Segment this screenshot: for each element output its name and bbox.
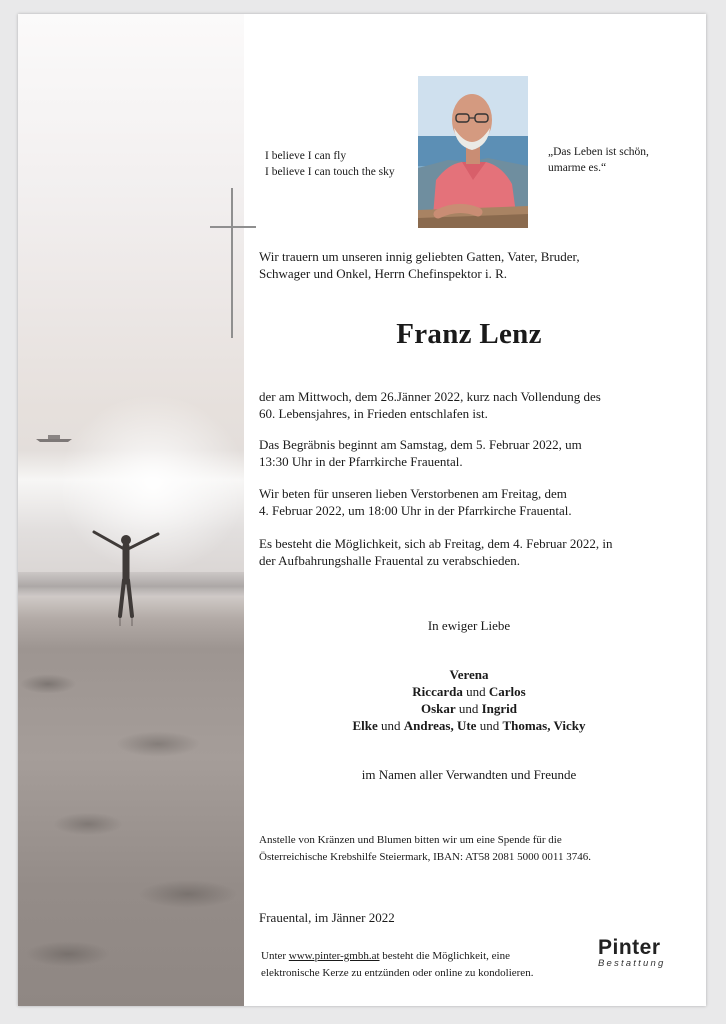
quote-right-line1: „Das Leben ist schön, <box>548 146 649 158</box>
mourner-line: Verena <box>449 667 489 682</box>
paragraph-line: Wir beten für unseren lieben Verstorbenen am Freitag, dem <box>259 486 567 501</box>
paragraph-funeral <box>259 436 679 470</box>
boat-icon <box>34 434 74 442</box>
logo-subtitle: Bestattung <box>598 958 666 969</box>
website-link[interactable]: www.pinter-gmbh.at <box>288 950 380 962</box>
paragraph-line: Das Begräbnis beginnt am Samstag, dem 5. Februar 2022, um <box>259 437 582 452</box>
paragraph-line: der am Mittwoch, dem 26.Jänner 2022, kurz nach Vollendung des <box>259 389 601 404</box>
mourner-line: Oskar und Ingrid <box>420 701 518 716</box>
relatives-line: im Namen aller Verwandten und Freunde <box>361 767 577 782</box>
paragraph-line: Es besteht die Möglichkeit, sich ab Freitag, dem 4. Februar 2022, in <box>259 536 613 551</box>
donation-line2: Österreichische Krebshilfe Steiermark, IBAN: AT58 2081 5000 0011 3746. <box>259 851 591 863</box>
portrait-photo <box>418 76 528 228</box>
paragraph-death <box>259 388 679 422</box>
quote-left <box>265 148 415 180</box>
intro-line1: Wir trauern um unseren innig geliebten Gatten, Vater, Bruder, <box>259 249 580 264</box>
paragraph-line: 4. Februar 2022, um 18:00 Uhr in der Pfarrkirche Frauental. <box>259 503 572 518</box>
deceased-name: Franz Lenz <box>396 318 542 350</box>
sand-texture <box>18 624 244 1006</box>
paragraph-line: der Aufbahrungshalle Frauental zu verabschieden. <box>259 553 520 568</box>
mourners-list <box>259 666 679 734</box>
paragraph-farewell <box>259 535 679 569</box>
paragraph-line: 60. Lebensjahres, in Frieden entschlafen ist. <box>259 406 488 421</box>
cross-icon <box>210 188 256 338</box>
donation-note <box>259 832 689 866</box>
paragraph-prayer <box>259 485 679 519</box>
portrait-image <box>418 76 528 228</box>
paragraph-line: 13:30 Uhr in der Pfarrkirche Frauental. <box>259 454 463 469</box>
in-loving-memory: In ewiger Liebe <box>427 618 511 633</box>
footer-condolence: Unter www.pinter-gmbh.at besteht die Möglichkeit, eine elektronische Kerze zu entzünden oder online zu kondolieren. <box>261 948 591 982</box>
pinter-logo <box>598 936 688 980</box>
intro-line2: Schwager und Onkel, Herrn Chefinspektor i. R. <box>259 266 508 281</box>
quote-left-line1: I believe I can fly <box>265 150 347 162</box>
quote-left-line2: I believe I can touch the sky <box>265 166 395 178</box>
mourner-line: Riccarda und Carlos <box>412 684 526 699</box>
quote-right <box>548 144 678 176</box>
beach-photo-strip <box>18 14 244 1006</box>
intro-text <box>259 248 679 282</box>
person-silhouette-icon <box>90 526 162 626</box>
obituary-sheet <box>18 14 706 1006</box>
footer-line2: elektronische Kerze zu entzünden oder online zu kondolieren. <box>261 967 534 979</box>
donation-line1: Anstelle von Kränzen und Blumen bitten wir um eine Spende für die <box>259 834 562 846</box>
mourner-line: Elke und Andreas, Ute und Thomas, Vicky <box>352 718 586 733</box>
place-date: Frauental, im Jänner 2022 <box>259 910 395 925</box>
quote-right-line2: umarme es.“ <box>548 162 607 174</box>
logo-word: Pinter <box>598 936 661 959</box>
